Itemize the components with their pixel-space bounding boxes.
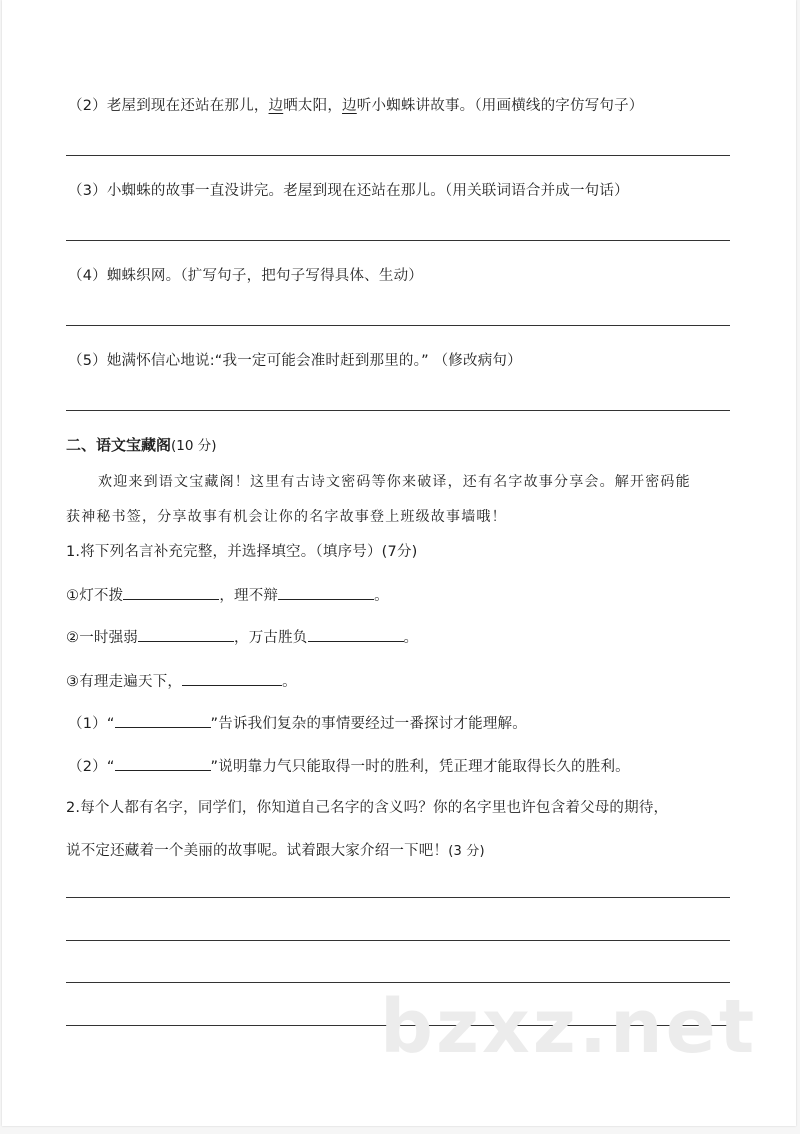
question-2-points: (3 分): [448, 844, 485, 859]
proverb-2: [66, 627, 418, 648]
section-points: (10 分): [171, 438, 217, 454]
worksheet-page: [2, 0, 796, 1126]
answer-line[interactable]: [66, 410, 730, 411]
question-2-line-1: 2.每个人都有名字，同学们，你知道自己名字的含义吗？你的名字里也许包含着父母的期待，: [66, 800, 669, 816]
proverb-text: ①灯不拨: [66, 588, 124, 604]
answer-line[interactable]: [66, 982, 730, 983]
fill-question-2: [68, 756, 630, 777]
sentence-2: [68, 96, 644, 116]
fill-text: ”告诉我们复杂的事情要经过一番探讨才能理解。: [210, 716, 527, 732]
answer-line[interactable]: [66, 155, 730, 156]
section-heading: [66, 434, 217, 455]
proverb-3: [66, 671, 297, 692]
watermark-logo: bzxz.net: [380, 984, 758, 1070]
question-1: 1.将下列名言补充完整，并选择填空。（填序号）(7分): [66, 544, 418, 560]
question-2-text: 说不定还藏着一个美丽的故事呢。试着跟大家介绍一下吧！: [66, 843, 449, 859]
answer-line[interactable]: [66, 240, 730, 241]
fill-blank[interactable]: [115, 713, 211, 728]
proverb-text: ③有理走遍天下，: [66, 674, 183, 690]
fill-blank[interactable]: [123, 585, 219, 600]
sentence-4: （4）蜘蛛织网。（扩写句子，把句子写得具体、生动）: [68, 268, 423, 284]
proverb-text: 。: [282, 674, 297, 690]
section-title: 二、语文宝藏阁: [66, 436, 172, 454]
fill-blank[interactable]: [308, 627, 404, 642]
sentence-2-text: 晒太阳，: [283, 98, 343, 114]
answer-line[interactable]: [66, 325, 730, 326]
intro-line-1: 欢迎来到语文宝藏阁！这里有古诗文密码等你来破译，还有名字故事分享会。解开密码能: [98, 474, 691, 490]
fill-blank[interactable]: [115, 756, 211, 771]
fill-blank[interactable]: [278, 585, 374, 600]
sentence-3: （3）小蜘蛛的故事一直没讲完。老屋到现在还站在那儿。（用关联词语合并成一句话）: [68, 183, 629, 199]
proverb-text: ，万古胜负: [234, 630, 308, 646]
fill-text: （1）“: [68, 716, 115, 732]
answer-line[interactable]: [66, 897, 730, 898]
fill-text: （2）“: [68, 759, 115, 775]
underlined-char: 边: [342, 98, 357, 114]
fill-blank[interactable]: [138, 627, 234, 642]
sentence-2-text: （2）老屋到现在还站在那儿，: [68, 98, 269, 114]
proverb-text: 。: [403, 630, 419, 646]
fill-question-1: [68, 713, 527, 734]
fill-text: ”说明靠力气只能取得一时的胜利，凭正理才能取得长久的胜利。: [210, 759, 630, 775]
question-2-line-2: [66, 841, 485, 862]
proverb-text: ，理不辩: [219, 588, 279, 604]
proverb-1: [66, 585, 389, 606]
intro-line-2: 获神秘书签，分享故事有机会让你的名字故事登上班级故事墙哦！: [66, 509, 507, 525]
sentence-5: （5）她满怀信心地说:“我一定可能会准时赶到那里的。” （修改病句）: [68, 353, 522, 369]
proverb-text: ②一时强弱: [66, 630, 138, 646]
answer-line[interactable]: [66, 940, 730, 941]
sentence-2-text: 听小蜘蛛讲故事。（用画横线的字仿写句子）: [356, 98, 644, 114]
underlined-char: 边: [268, 98, 284, 114]
proverb-text: 。: [374, 588, 389, 604]
fill-blank[interactable]: [182, 671, 282, 686]
